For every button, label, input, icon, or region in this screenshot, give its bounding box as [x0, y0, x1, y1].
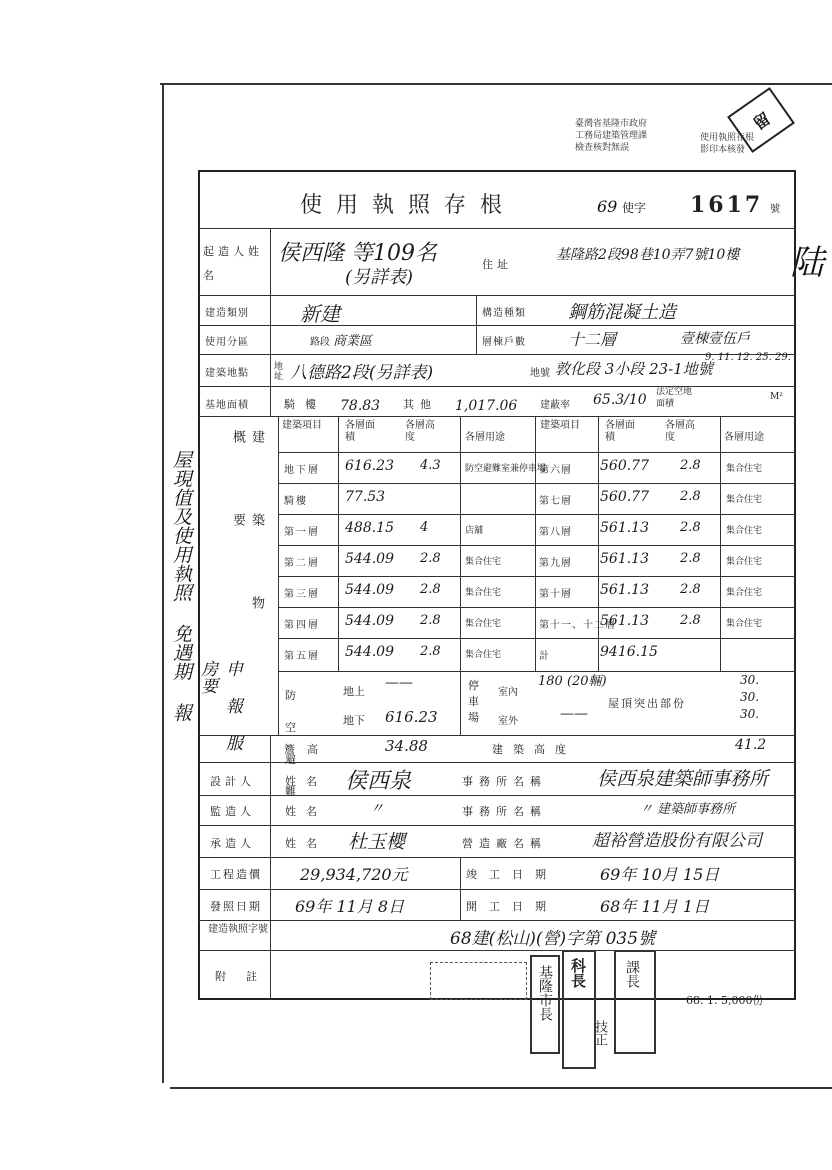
- owner-address-value: 基隆路2段98巷10弄7號10樓: [556, 247, 740, 263]
- building-section-label: 建築物概要: [230, 430, 264, 679]
- floor-area: 560.77: [600, 489, 649, 505]
- designer-name: 侯西泉: [345, 769, 412, 794]
- site-value: 八德路2段(另詳表): [290, 363, 434, 383]
- finish-date-value: 69年 10月 15日: [600, 865, 720, 884]
- building-height-label: 建築高度: [492, 743, 576, 756]
- rule: [460, 857, 461, 920]
- rule: [278, 545, 796, 546]
- floor-area: 544.09: [345, 613, 394, 629]
- supervisor-office: 〃 建築師事務所: [640, 802, 736, 817]
- floor-height: 2.8: [680, 582, 701, 597]
- build-type-value: 新建: [300, 302, 340, 326]
- issue-date-value: 69年 11月 8日: [295, 897, 405, 916]
- supervisor-office-label: 事務所名稱: [462, 805, 547, 818]
- remark-label: 附註: [215, 970, 277, 983]
- supervisor-label: 監造人: [210, 805, 255, 818]
- floor-use: 集合住宅: [465, 650, 502, 660]
- structure-label: 構造種類: [482, 308, 526, 319]
- floor-use: 集合住宅: [726, 464, 763, 474]
- owner-value-2: (另詳表): [345, 267, 414, 288]
- seal-mayor-text: 基隆市長: [537, 965, 553, 1021]
- rule: [278, 452, 796, 453]
- floor-name: 地下層: [284, 465, 320, 476]
- rule: [278, 483, 796, 484]
- rule: [198, 920, 796, 921]
- floor-name: 第三層: [284, 589, 320, 600]
- issue-date-label: 發照日期: [210, 900, 262, 913]
- roof-label: 屋頂突出部份: [608, 697, 686, 710]
- floor-area: 544.09: [345, 582, 394, 598]
- area-unit: M²: [770, 392, 783, 402]
- floor-name: 第九層: [539, 558, 572, 569]
- rule: [198, 325, 796, 326]
- coverage-value: 65.3/10: [593, 392, 647, 408]
- left-margin-note-2: 申 報 服房要: [197, 660, 242, 751]
- rule: [198, 950, 796, 951]
- floor-use: 集合住宅: [726, 557, 763, 567]
- rule: [338, 416, 339, 671]
- rule: [460, 671, 461, 735]
- permit-number: 1617: [690, 192, 764, 218]
- permit-value: 68建(松山)(營)字第 035號: [450, 929, 656, 949]
- shelter-above-label: 地上: [343, 685, 365, 698]
- eave-height-value: 34.88: [385, 737, 428, 755]
- col-use-header: 各層用途: [465, 432, 505, 443]
- coverage-label: 建蔽率: [540, 400, 570, 411]
- arcade-label: 騎樓: [284, 398, 326, 411]
- page-edge-bottom: [170, 1087, 832, 1089]
- seal-section-text: 科長: [569, 958, 587, 988]
- contractor-firm-label: 營造廠名稱: [462, 837, 547, 850]
- form-title: 使用執照存根: [300, 193, 517, 218]
- floor-name: 第六層: [539, 465, 572, 476]
- rule: [460, 416, 461, 671]
- site-lot-label: 地號: [530, 368, 550, 379]
- floors-value: 十二層: [568, 330, 617, 349]
- top-stamp-line: 臺灣省基隆市政府: [575, 119, 648, 129]
- floor-area: 560.77: [600, 458, 649, 474]
- owner-label: 起造人姓名: [203, 245, 263, 282]
- floor-area: 561.13: [600, 551, 649, 567]
- usage-zone-label: 使用分區: [205, 337, 249, 348]
- rule: [278, 671, 796, 672]
- floor-use: 集合住宅: [465, 619, 502, 629]
- floor-name: 第四層: [284, 620, 320, 631]
- top-stamp-line: 工務局建築管理課: [575, 131, 648, 141]
- floor-height: 2.8: [680, 489, 701, 504]
- contractor-name-label: 姓名: [285, 837, 327, 850]
- page-edge-top: [160, 83, 832, 85]
- floor-height: 2.8: [420, 582, 441, 597]
- rule: [198, 857, 796, 858]
- floor-area: 77.53: [345, 489, 386, 505]
- floor-area: 561.13: [600, 613, 649, 629]
- floor-name: 第七層: [539, 496, 572, 507]
- start-date-value: 68年 11月 1日: [600, 897, 710, 916]
- col-area-header: 各層面積: [345, 420, 375, 443]
- rule: [198, 889, 796, 890]
- floor-name: 第八層: [539, 527, 572, 538]
- cost-value: 29,934,720元: [300, 865, 408, 884]
- floor-height: 2.8: [420, 644, 441, 659]
- roof-value: 30.: [740, 690, 760, 704]
- floor-height: 2.8: [420, 613, 441, 628]
- floor-area: 488.15: [345, 520, 394, 536]
- floor-area: 544.09: [345, 551, 394, 567]
- supervisor-name: 〃: [370, 801, 384, 817]
- area-label: 基地面積: [205, 400, 249, 411]
- designer-office-label: 事務所名稱: [462, 775, 547, 788]
- col-item-header-r: 建築項目: [540, 420, 580, 431]
- finish-date-label: 竣工日期: [466, 868, 558, 881]
- permit-number-suffix: 號: [770, 204, 780, 215]
- col-height-header: 各層高度: [405, 420, 435, 443]
- floor-area: 561.13: [600, 582, 649, 598]
- col-height-header-r: 各層高度: [665, 420, 695, 443]
- right-stamp-line: 影印本核發: [700, 145, 746, 155]
- shelter-label: 防空避難: [285, 689, 296, 798]
- rule: [198, 416, 796, 417]
- parking-out-label: 室外: [498, 716, 518, 727]
- floor-use: 集合住宅: [465, 588, 502, 598]
- floor-use: 集合住宅: [726, 588, 763, 598]
- permit-number-prefix: 69: [597, 197, 618, 216]
- floor-name: 第一層: [284, 527, 320, 538]
- floor-use: 集合住宅: [465, 557, 502, 567]
- contractor-firm: 超裕營造股份有限公司: [592, 831, 762, 851]
- rule: [476, 325, 477, 354]
- rule: [278, 607, 796, 608]
- build-type-label: 建造類別: [205, 308, 249, 319]
- rule: [198, 386, 796, 387]
- floor-name: 第十一、十二層: [539, 620, 616, 631]
- floor-height: 4: [420, 520, 429, 535]
- rule: [535, 416, 536, 671]
- floor-use: 集合住宅: [726, 619, 763, 629]
- permit-label: 建造執照字號: [208, 924, 268, 935]
- parking-out-value: ——: [560, 706, 588, 722]
- arcade-value: 78.83: [340, 398, 381, 414]
- floor-area: 544.09: [345, 644, 394, 660]
- floor-name: 計: [539, 651, 550, 662]
- floor-height: 2.8: [680, 551, 701, 566]
- start-date-label: 開工日期: [466, 900, 558, 913]
- shelter-below-value: 616.23: [385, 708, 438, 726]
- remark-box: [430, 962, 527, 1000]
- roof-value: 30.: [740, 707, 760, 721]
- floor-height: 2.8: [420, 551, 441, 566]
- cost-label: 工程造價: [210, 868, 262, 881]
- floor-use: 集合住宅: [726, 495, 763, 505]
- roof-value: 30.: [740, 673, 760, 687]
- rule: [278, 576, 796, 577]
- col-item-header: 建築項目: [282, 420, 322, 431]
- designer-office: 侯西泉建築師事務所: [597, 768, 769, 790]
- top-small-stamp: [575, 118, 685, 154]
- designer-label: 設計人: [210, 775, 255, 788]
- supervisor-name-label: 姓名: [285, 805, 327, 818]
- rule: [198, 295, 796, 296]
- rule: [270, 228, 271, 416]
- left-margin-note: 屋現值及使用執照 免遇期 報: [170, 450, 192, 722]
- other-value: 1,017.06: [455, 398, 518, 414]
- floor-use: 店舖: [465, 526, 484, 536]
- seal-chief-text: 課長: [624, 960, 640, 988]
- owner-value: 侯西隆 等109名: [278, 241, 437, 266]
- parking-label: 停車場: [468, 679, 479, 724]
- floor-area: 9416.15: [600, 644, 658, 660]
- parking-in-value: 180 (20輛): [538, 674, 607, 689]
- floor-height: 2.8: [680, 458, 701, 473]
- usage-zone-value: 商業區: [333, 334, 373, 349]
- rule: [598, 416, 599, 671]
- floor-name: 第十層: [539, 589, 572, 600]
- floor-name: 第二層: [284, 558, 320, 569]
- right-stamp-line: 使用執照存根: [700, 133, 755, 143]
- permit-number-middle: 使字: [622, 201, 647, 215]
- floors-label: 層棟戶數: [482, 337, 526, 348]
- units-value: 壹棟壹伍戶: [680, 331, 750, 347]
- structure-value: 鋼筋混凝土造: [568, 302, 676, 323]
- floor-height: 4.3: [420, 458, 441, 473]
- site-lot-value: 敦化段 3小段 23-1地號: [555, 360, 713, 378]
- floor-name: 騎樓: [284, 496, 308, 507]
- seal-engineer-text: 技正: [592, 1020, 607, 1046]
- floor-name: 第五層: [284, 651, 320, 662]
- site-lot-extra: 9. 11. 12. 25. 29.: [705, 352, 791, 363]
- rule: [198, 228, 796, 229]
- print-note: 68. 1. 5,000份: [686, 994, 764, 1007]
- floor-area: 561.13: [600, 520, 649, 536]
- site-addr-prefix: 地址: [274, 362, 284, 382]
- floor-area: 616.23: [345, 458, 394, 474]
- contractor-name: 杜玉櫻: [348, 831, 406, 853]
- col-area-header-r: 各層面積: [605, 420, 635, 443]
- building-height-value: 41.2: [735, 737, 767, 753]
- top-stamp-line: 檢查核對無誤: [575, 143, 630, 153]
- rule: [720, 416, 721, 671]
- right-edge-char: 陆: [790, 243, 824, 283]
- rule: [270, 735, 271, 1000]
- designer-name-label: 姓名: [285, 775, 327, 788]
- rule: [278, 638, 796, 639]
- col-use-header-r: 各層用途: [724, 432, 764, 443]
- shelter-above-value: ——: [385, 675, 413, 691]
- floor-height: 2.8: [680, 520, 701, 535]
- other-label: 其他: [403, 398, 437, 411]
- page-edge-left: [162, 83, 164, 1083]
- floor-height: 2.8: [680, 613, 701, 628]
- contractor-label: 承造人: [210, 837, 255, 850]
- parking-in-label: 室內: [498, 687, 518, 698]
- road-label: 路段: [310, 337, 330, 348]
- site-label: 建築地點: [205, 368, 249, 379]
- corner-seal-text: 留: [749, 108, 774, 134]
- rule: [476, 295, 477, 325]
- rule: [278, 514, 796, 515]
- owner-address-label: 住址: [482, 258, 512, 271]
- legal-area-label: 法定空地面積: [656, 387, 693, 409]
- eave-height-label: 簷高: [284, 743, 330, 756]
- shelter-below-label: 地下: [343, 714, 365, 727]
- floor-use: 集合住宅: [726, 526, 763, 536]
- floor-use: 防空避難室兼停車場: [465, 464, 547, 474]
